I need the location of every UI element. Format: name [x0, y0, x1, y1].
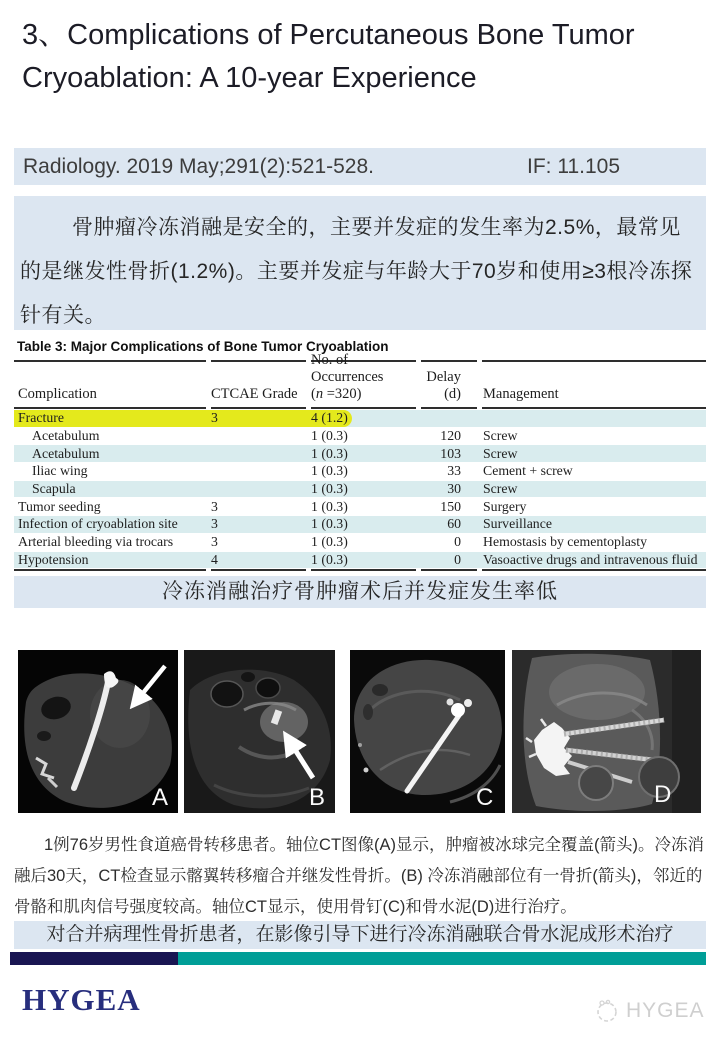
cell-management: Screw: [483, 481, 518, 497]
header-ctcae-grade: CTCAE Grade: [211, 386, 298, 402]
cell-management: Surgery: [483, 498, 527, 514]
ct-image-b: [184, 650, 335, 813]
table-rule-bottom: [14, 569, 706, 571]
table-body: [14, 410, 706, 568]
table-row: [14, 552, 706, 569]
cell-occurrences: 1 (0.3): [311, 463, 348, 479]
ct-image-d-graphic: [512, 650, 701, 813]
ct-image-a-graphic: [18, 650, 178, 813]
figure-label-a: A: [152, 784, 169, 811]
ct-image-c-graphic: [350, 650, 505, 813]
page-title: 3、Complications of Percutaneous Bone Tumor Cryoablation: A 10-year Experience: [22, 19, 635, 94]
ct-image-a: [18, 650, 178, 813]
table-row: [14, 534, 706, 551]
cell-delay: 120: [440, 428, 461, 444]
cell-complication: Acetabulum: [32, 428, 100, 444]
cell-management: Vasoactive drugs and intravenous fluid: [483, 551, 698, 567]
cell-grade: 3: [211, 498, 218, 514]
hygea-logo: HYGEA: [22, 982, 141, 1017]
table-title: Table 3: Major Complications of Bone Tumor Cryoablation: [17, 339, 389, 354]
cell-occurrences: 1 (0.3): [311, 534, 348, 550]
cell-management: Hemostasis by cementoplasty: [483, 534, 647, 550]
watermark-emblem-icon: [594, 998, 620, 1024]
cell-grade: 4: [211, 551, 218, 567]
table-row: [14, 428, 706, 445]
ct-image-b-graphic: [184, 650, 335, 813]
cell-complication: Scapula: [32, 481, 76, 497]
cell-management: Surveillance: [483, 516, 552, 532]
table-row: [14, 481, 706, 498]
figure-label-d: D: [654, 781, 672, 808]
complications-table: [14, 332, 706, 571]
cell-complication: Fracture: [18, 410, 64, 426]
cell-complication: Tumor seeding: [18, 498, 101, 514]
table-header-row: [14, 352, 706, 407]
summary-paragraph: 骨肿瘤冷冻消融是安全的，主要并发症的发生率为2.5%，最常见的是继发性骨折(1.2%)。主要并发症与年龄大于70岁和使用≥3根冷冻探针有关。: [14, 196, 706, 330]
table-row: [14, 410, 706, 427]
cell-grade: 3: [211, 534, 218, 550]
cell-delay: 60: [447, 516, 461, 532]
cell-delay: 150: [440, 498, 461, 514]
watermark-text: HYGEA: [626, 999, 705, 1022]
ct-image-d: [512, 650, 701, 813]
cell-complication: Hypotension: [18, 551, 89, 567]
cell-delay: 0: [454, 534, 461, 550]
table-takeaway: 冷冻消融治疗骨肿瘤术后并发症发生率低: [14, 576, 706, 608]
cell-occurrences: 4 (1.2): [311, 410, 348, 426]
table-row: [14, 516, 706, 533]
cell-occurrences: 1 (0.3): [311, 481, 348, 497]
cell-complication: Infection of cryoablation site: [18, 516, 178, 532]
cell-occurrences: 1 (0.3): [311, 428, 348, 444]
cell-delay: 0: [454, 551, 461, 567]
cell-complication: Arterial bleeding via trocars: [18, 534, 174, 550]
cell-delay: 30: [447, 481, 461, 497]
table-rule-header: [14, 407, 706, 409]
table-row: [14, 498, 706, 515]
table-row: [14, 445, 706, 462]
cell-occurrences: 1 (0.3): [311, 551, 348, 567]
journal-reference: Radiology. 2019 May;291(2):521-528.: [23, 154, 375, 178]
cell-occurrences: 1 (0.3): [311, 445, 348, 461]
table-row: [14, 463, 706, 480]
cell-occurrences: 1 (0.3): [311, 498, 348, 514]
cell-management: Screw: [483, 428, 518, 444]
ct-image-c: [350, 650, 505, 813]
footer-bar-teal: [178, 952, 706, 965]
header-occurrences: No. of Occurrences (n =320): [311, 352, 384, 402]
cell-complication: Acetabulum: [32, 445, 100, 461]
cell-occurrences: 1 (0.3): [311, 516, 348, 532]
figure-label-c: C: [476, 784, 494, 811]
figure-label-b: B: [309, 784, 326, 811]
impact-factor: IF: 11.105: [527, 154, 621, 178]
cell-delay: 33: [447, 463, 461, 479]
cell-management: Cement + screw: [483, 463, 573, 479]
conclusion-banner: 对合并病理性骨折患者，在影像引导下进行冷冻消融联合骨水泥成形术治疗: [14, 921, 706, 949]
header-management: Management: [483, 386, 559, 402]
cell-grade: 3: [211, 410, 218, 426]
cell-delay: 103: [440, 445, 461, 461]
cell-grade: 3: [211, 516, 218, 532]
figure-caption: 1例76岁男性食道癌骨转移患者。轴位CT图像(A)显示，肿瘤被冰球完全覆盖(箭头)。冷冻消融后30天，CT检查显示髂翼转移瘤合并继发性骨折。(B) 冷冻消融部位有一骨折(箭头)，邻近的骨骼和肌肉信号强度较高。轴位CT显示，使用骨钉(C)和骨水泥(D)进行治疗。: [14, 836, 705, 916]
header-complication: Complication: [18, 386, 97, 402]
header-delay: Delay (d): [426, 369, 461, 402]
footer-bar-navy: [10, 952, 178, 965]
cell-management: Screw: [483, 445, 518, 461]
watermark: [594, 998, 705, 1024]
cell-complication: Iliac wing: [32, 463, 88, 479]
citation-banner: [14, 148, 706, 185]
